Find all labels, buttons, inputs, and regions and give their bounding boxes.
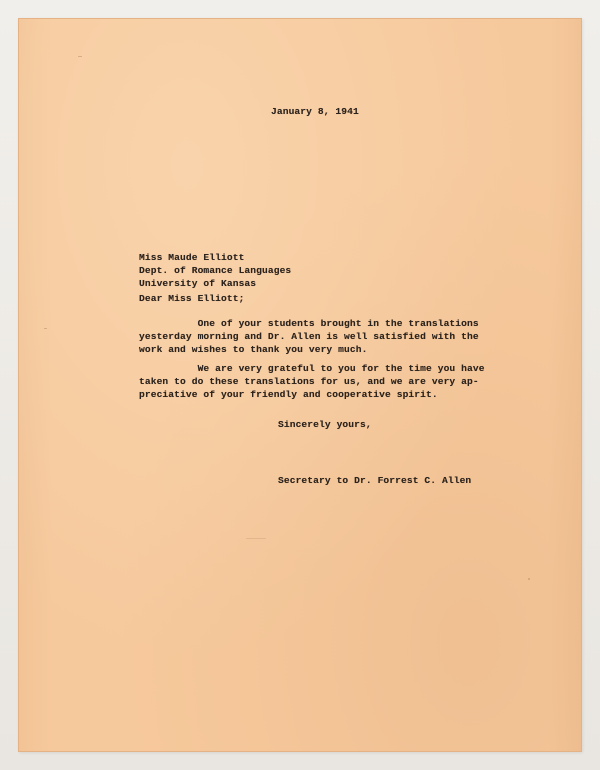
body-paragraph-1 (139, 317, 479, 357)
paragraph-line: We are very grateful to you for the time you have (139, 363, 485, 374)
salutation: Dear Miss Elliott; (139, 293, 245, 304)
recipient-institution: University of Kansas (139, 278, 257, 290)
complimentary-closing: Sincerely yours, (278, 419, 372, 430)
recipient-name: Miss Maude Elliott (139, 252, 245, 263)
recipient-department: Dept. of Romance Languages (139, 265, 292, 277)
paragraph-line: taken to do these translations for us, and we are very ap- (139, 376, 479, 388)
paper-fleck (528, 578, 530, 580)
paper-crease (246, 538, 266, 539)
signature-line: Secretary to Dr. Forrest C. Allen (278, 475, 472, 486)
paper-fleck (78, 56, 82, 57)
paragraph-line: preciative of your friendly and cooperative spirit. (139, 389, 438, 401)
letter-date: January 8, 1941 (271, 106, 359, 117)
paragraph-line: yesterday morning and Dr. Allen is well satisfied with the (139, 331, 479, 343)
body-paragraph-2 (139, 362, 485, 402)
recipient-address (139, 251, 291, 291)
paper-fleck (44, 328, 47, 329)
paragraph-line: work and wishes to thank you very much. (139, 344, 368, 356)
paragraph-line: One of your students brought in the translations (139, 318, 479, 329)
